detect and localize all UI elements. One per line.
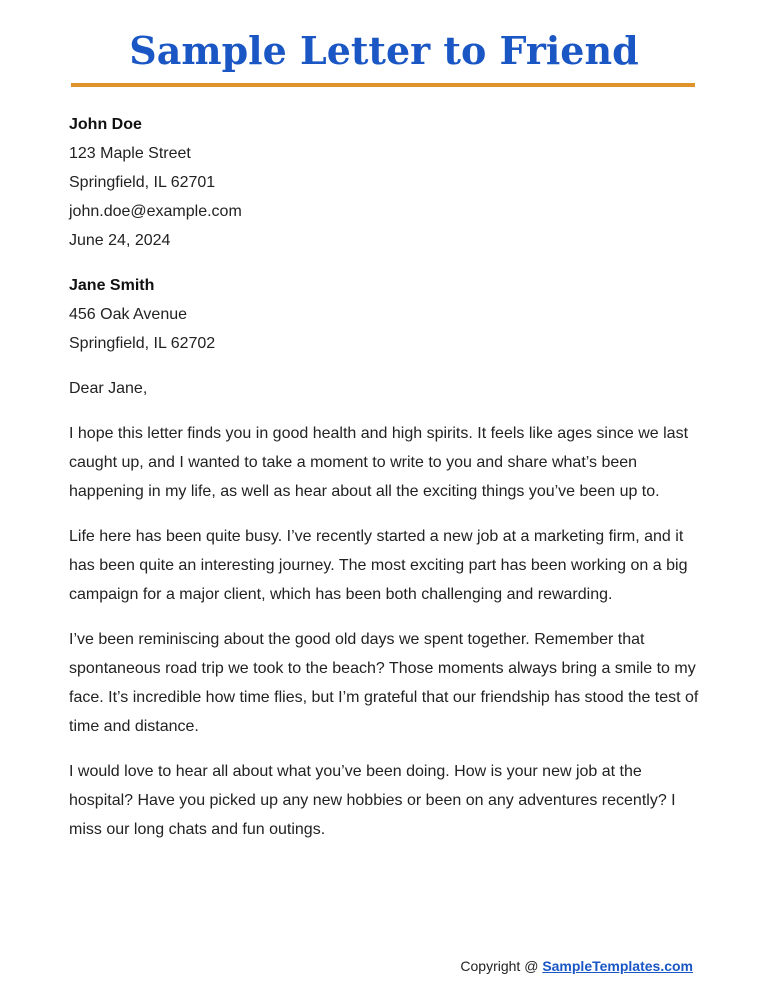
recipient-name: Jane Smith <box>69 277 155 294</box>
paragraph-1: I hope this letter finds you in good health and high spirits. It feels like ages since we last caught up, and I wanted to take a moment to write to you and share what’s been happening in my life, as well as hear about all the exciting things you’ve been up to. <box>69 425 689 500</box>
title-divider <box>71 83 695 87</box>
recipient-address <box>69 271 699 358</box>
paragraph-4: I would love to hear all about what you’ve been doing. How is your new job at the hospital? Have you picked up any new hobbies or been on any adventures recently? I miss our long chats and fun outings. <box>69 763 676 838</box>
paragraph-2: Life here has been quite busy. I’ve recently started a new job at a marketing firm, and it has been quite an interesting journey. The most exciting part has been working on a big campaign for a major client, which has been both challenging and rewarding. <box>69 528 688 603</box>
recipient-city: Springfield, IL 62702 <box>69 335 216 352</box>
letter-date: June 24, 2024 <box>69 232 171 249</box>
salutation: Dear Jane, <box>69 380 148 397</box>
letter-body <box>69 110 699 860</box>
sender-city: Springfield, IL 62701 <box>69 174 216 191</box>
page-title: Sample Letter to Friend <box>129 28 639 73</box>
sender-email: john.doe@example.com <box>69 203 242 220</box>
paragraph-3: I’ve been reminiscing about the good old days we spent together. Remember that spontaneous road trip we took to the beach? Those moments always bring a smile to my face. It’s incredible how time flies, but I’m grateful that our friendship has stood the test of time and distance. <box>69 631 699 735</box>
sample-templates-link[interactable]: SampleTemplates.com <box>542 958 693 974</box>
copyright-footer <box>460 956 693 976</box>
sender-name: John Doe <box>69 116 142 133</box>
sender-street: 123 Maple Street <box>69 145 191 162</box>
recipient-street: 456 Oak Avenue <box>69 306 188 323</box>
copyright-text: Copyright @ <box>460 958 543 974</box>
sender-address <box>69 110 699 255</box>
